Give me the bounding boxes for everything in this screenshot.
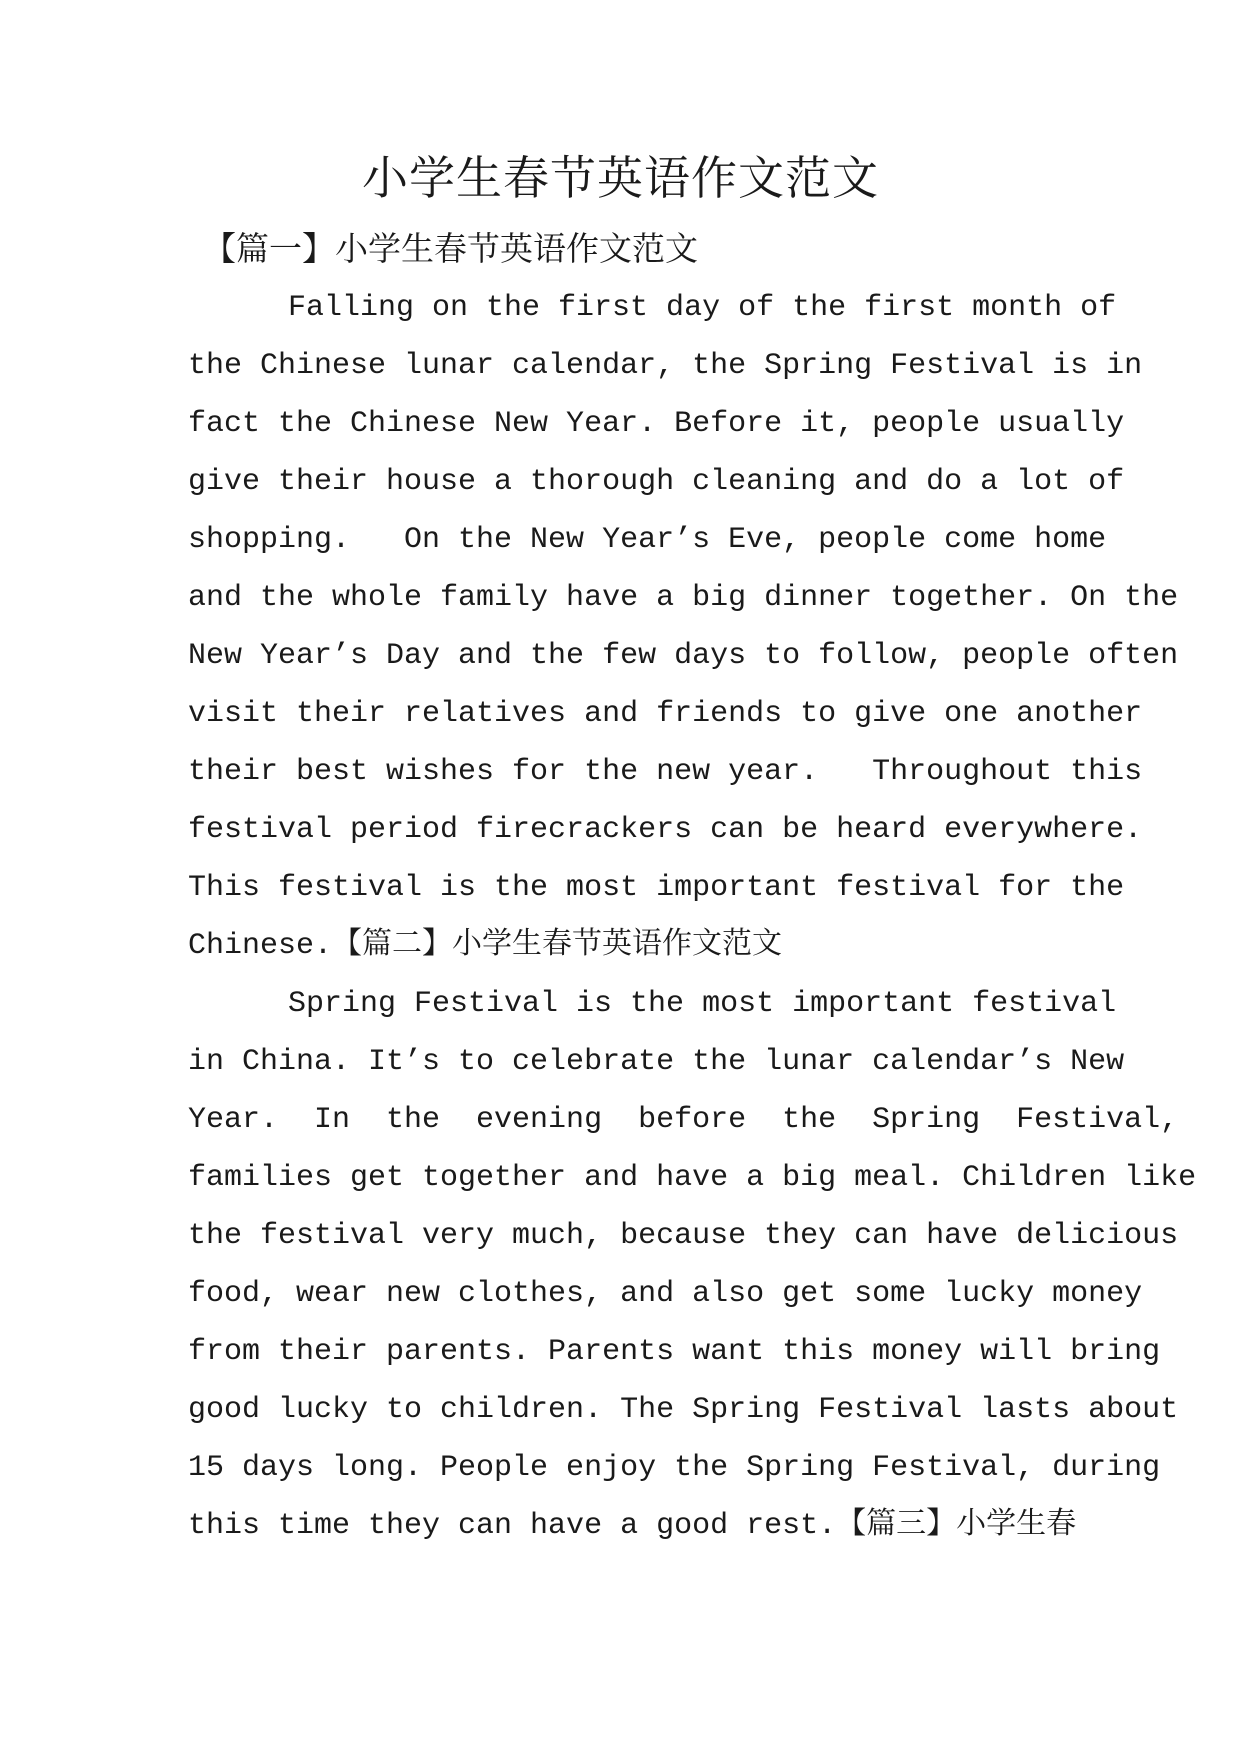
paragraph-line: New Year’s Day and the few days to follow, people often	[188, 639, 1179, 673]
section-heading: 【篇一】小学生春节英语作文范文	[203, 229, 698, 268]
paragraph-line: their best wishes for the new year. Throughout this	[188, 755, 1143, 789]
paragraph-line: the Chinese lunar calendar, the Spring Festival is in	[188, 349, 1143, 383]
paragraph-line: festival period firecrackers can be heard everywhere.	[188, 813, 1143, 847]
paragraph-line: Year. In the evening before the Spring Festival,	[188, 1103, 1179, 1137]
paragraph-line: This festival is the most important festival for the	[188, 871, 1125, 905]
paragraph-line: the festival very much, because they can have delicious	[188, 1219, 1179, 1253]
paragraph-line: in China. It’s to celebrate the lunar calendar’s New	[188, 1045, 1125, 1079]
paragraph-line: Chinese.【篇二】小学生春节英语作文范文	[188, 929, 783, 963]
paragraph-line: food, wear new clothes, and also get some lucky money	[188, 1277, 1143, 1311]
paragraph-line: 15 days long. People enjoy the Spring Festival, during	[188, 1451, 1161, 1485]
paragraph-line: and the whole family have a big dinner together. On the	[188, 581, 1179, 615]
paragraph-line: visit their relatives and friends to give one another	[188, 697, 1143, 731]
document-title: 小学生春节英语作文范文	[362, 151, 879, 205]
paragraph-line: from their parents. Parents want this money will bring	[188, 1335, 1161, 1369]
paragraph-line: shopping. On the New Year’s Eve, people come home	[188, 523, 1107, 557]
paragraph-line: give their house a thorough cleaning and do a lot of	[188, 465, 1125, 499]
paragraph-line: families get together and have a big meal. Children like	[188, 1161, 1197, 1195]
paragraph-line: fact the Chinese New Year. Before it, people usually	[188, 407, 1125, 441]
paragraph-line: Spring Festival is the most important festival	[288, 987, 1117, 1021]
paragraph-line: good lucky to children. The Spring Festival lasts about	[188, 1393, 1179, 1427]
paragraph-line: this time they can have a good rest.【篇三】小学生春	[188, 1509, 1077, 1543]
paragraph-line: Falling on the first day of the first month of	[288, 291, 1117, 325]
